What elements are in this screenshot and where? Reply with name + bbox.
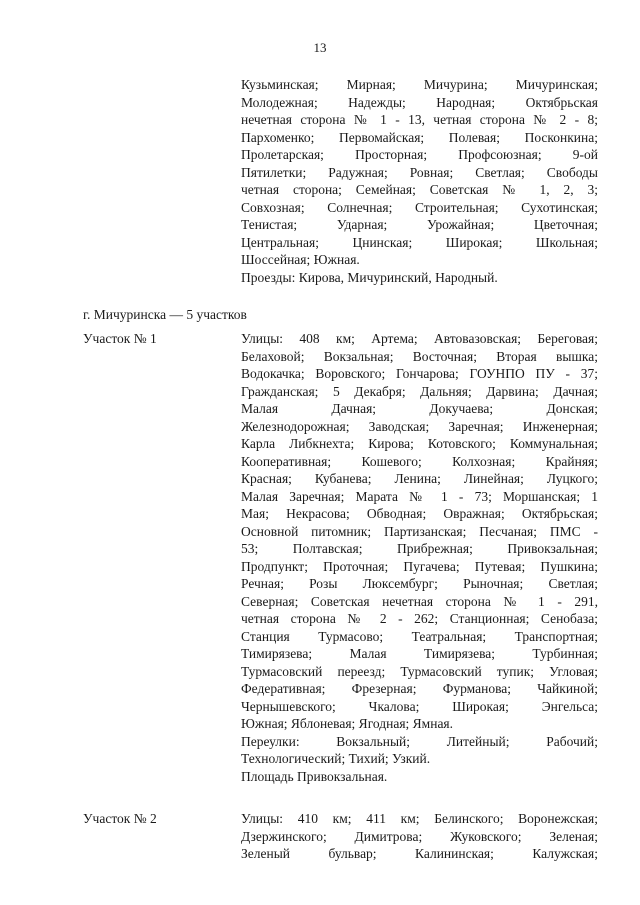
text-line: Станция Турмасово; Театральная; Транспортная; <box>241 628 598 644</box>
text-line: Тимирязева; Малая Тимирязева; Турбинная; <box>241 646 598 661</box>
text-line: Чернышевского; Чкалова; Широкая; Энгельса; <box>241 698 598 714</box>
continuation-passages: Проезды: Кирова, Мичуринский, Народный. <box>241 269 498 285</box>
text-line: Пятилетки; Радужная; Ровная; Светлая; Свободы <box>241 164 598 180</box>
text-line: Пархоменко; Первомайская; Полевая; Посконкина; <box>241 129 598 145</box>
section-1-label: Участок № 1 <box>83 331 157 346</box>
text-line: Кооперативная; Кошевого; Колхозная; Крайняя; <box>241 453 598 469</box>
continuation-block <box>241 76 598 286</box>
text-line: Малая Заречная; Марата № 1 - 73; Моршанская; 1 <box>241 488 598 504</box>
text-line: Центральная; Цнинская; Широкая; Школьная; <box>241 234 598 250</box>
text-line: Красная; Кубанева; Ленина; Линейная; Луцкого; <box>241 471 598 486</box>
section-2-body <box>241 810 598 863</box>
section-2-streets <box>241 810 598 863</box>
text-line: Тенистая; Ударная; Урожайная; Цветочная; <box>241 217 598 232</box>
text-line: нечетная сторона № 1 - 13, четная сторона № 2 - 8; <box>241 112 598 127</box>
text-line: Пролетарская; Просторная; Профсоюзная; 9-ой <box>241 147 598 162</box>
text-line: Переулки: Вокзальный; Литейный; Рабочий; <box>241 733 598 749</box>
text-line: Зеленый бульвар; Калининская; Калужская; <box>241 846 598 861</box>
city-heading: г. Мичуринска — 5 участков <box>83 307 247 322</box>
text-line: Основной питомник; Партизанская; Песчаная; ПМС - <box>241 523 598 539</box>
text-line: Турмасовский переезд; Турмасовский тупик; Угловая; <box>241 663 598 679</box>
text-line: Дзержинского; Димитрова; Жуковского; Зеленая; <box>241 828 598 844</box>
text-line: Федеративная; Фрезерная; Фурманова; Чайкиной; <box>241 681 598 696</box>
text-line: Совхозная; Солнечная; Строительная; Сухотинская; <box>241 199 598 215</box>
continuation-streets <box>241 76 598 269</box>
text-line: Технологический; Тихий; Узкий. <box>241 751 431 766</box>
text-line: 53; Полтавская; Прибрежная; Привокзальная; <box>241 541 598 556</box>
text-line: Южная; Яблоневая; Ягодная; Ямная. <box>241 716 454 731</box>
text-line: Молодежная; Надежды; Народная; Октябрьская <box>241 94 598 110</box>
section-1-body <box>241 330 598 785</box>
text-line: Шоссейная; Южная. <box>241 252 360 267</box>
text-line: Гражданская; 5 Декабря; Дальняя; Дарвина; Дачная; <box>241 383 598 399</box>
text-line: Речная; Розы Люксембург; Рыночная; Светлая; <box>241 576 598 591</box>
text-line: Малая Дачная; Докучаева; Донская; <box>241 401 598 416</box>
section-2-label: Участок № 2 <box>83 811 157 826</box>
text-line: Продпункт; Проточная; Пугачева; Путевая; Пушкина; <box>241 558 598 574</box>
section-1-square: Площадь Привокзальная. <box>241 768 388 784</box>
text-line: Карла Либкнехта; Кирова; Котовского; Коммунальная; <box>241 436 598 451</box>
text-line: четная сторона № 2 - 262; Станционная; Сенобаза; <box>241 611 598 626</box>
text-line: Железнодорожная; Заводская; Заречная; Инженерная; <box>241 418 598 434</box>
text-line: Кузьминская; Мирная; Мичурина; Мичуринская; <box>241 77 598 92</box>
text-line: Северная; Советская нечетная сторона № 1 - 291, <box>241 593 598 609</box>
text-line: Улицы: 408 км; Артема; Автовазовская; Береговая; <box>241 331 598 346</box>
text-line: Белаховой; Вокзальная; Восточная; Вторая вышка; <box>241 348 598 364</box>
text-line: четная сторона; Семейная; Советская № 1, 2, 3; <box>241 182 598 197</box>
text-line: Водокачка; Воровского; Гончарова; ГОУНПО ПУ - 37; <box>241 366 598 381</box>
section-1-lanes <box>241 733 598 768</box>
text-line: Улицы: 410 км; 411 км; Белинского; Воронежская; <box>241 811 598 826</box>
section-1-streets <box>241 330 598 733</box>
page-number: 13 <box>313 40 327 55</box>
text-line: Мая; Некрасова; Обводная; Овражная; Октябрьская; <box>241 506 598 521</box>
